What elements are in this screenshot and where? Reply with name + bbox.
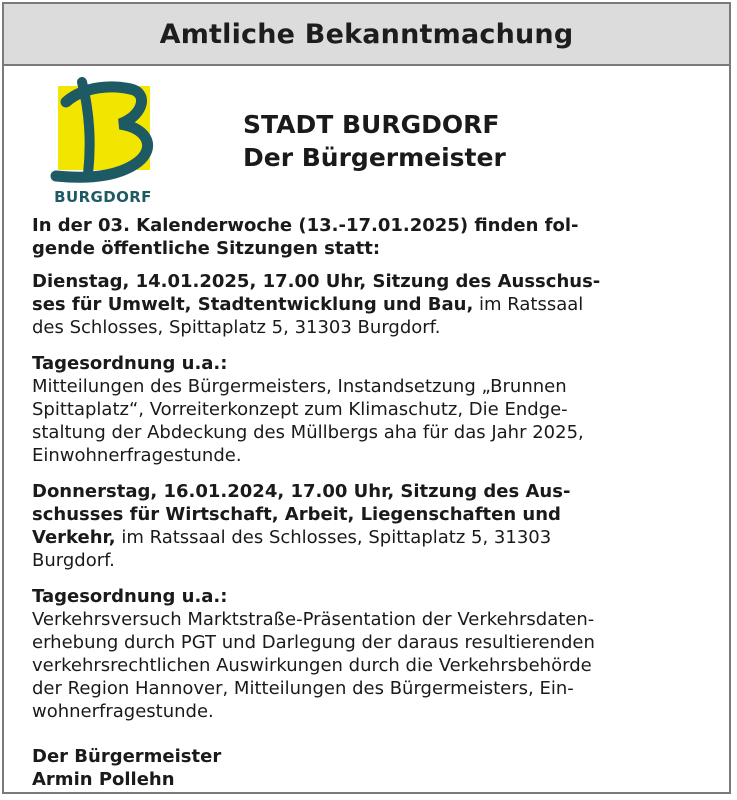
meeting2-line-2: schusses für Wirtschaft, Arbeit, Liegenschaften und [32,504,561,525]
burgdorf-logo [44,76,164,204]
meeting2-line-1: Donnerstag, 16.01.2024, 17.00 Uhr, Sitzung des Aus- [32,481,571,502]
logo-wordmark: BURGDORF [54,188,152,206]
meeting1-line-2-bold: ses für Umwelt, Stadtentwicklung und Bau, [32,294,474,315]
meeting2-agenda-line: erhebung durch PGT und Darlegung der daraus resultierenden [32,632,595,653]
meeting1-line-3: des Schlosses, Spittaplatz 5, 31303 Burgdorf. [32,317,441,338]
meeting2-agenda-line: der Region Hannover, Mitteilungen des Bürgermeisters, Ein- [32,678,574,699]
notice-body [32,214,712,791]
meeting1-agenda-line: staltung der Abdeckung des Müllbergs aha für das Jahr 2025, [32,422,584,443]
city-office: Der Bürgermeister [243,143,506,172]
intro-line-1: In der 03. Kalenderwoche (13.-17.01.2025) finden fol- [32,215,579,236]
signature-name: Armin Pollehn [32,769,175,790]
meeting2-agenda-line: Verkehrsversuch Marktstraße-Präsentation der Verkehrsdaten- [32,609,595,630]
meeting2-agenda-label: Tagesordnung u.a.: [32,586,228,607]
meeting2-line-4: Burgdorf. [32,550,115,571]
notice-header [4,4,729,66]
meeting2-agenda-line: wohnerfragestunde. [32,701,214,722]
meeting2-line-3-rest: im Ratssaal des Schlosses, Spittaplatz 5, 31303 [115,527,552,548]
meeting1-line-2-rest: im Ratssaal [473,294,584,315]
meeting1-line-1: Dienstag, 14.01.2025, 17.00 Uhr, Sitzung des Ausschus- [32,271,601,292]
intro-line-2: gende öffentliche Sitzungen statt: [32,238,381,259]
meeting2-line-3 [32,526,712,549]
meeting2-line-3-bold: Verkehr, [32,527,116,548]
notice-title: Amtliche Bekanntmachung [159,18,574,50]
official-notice [2,2,731,794]
meeting1-agenda-line: Spittaplatz“, Vorreiterkonzept zum Klimaschutz, Die Endge- [32,399,568,420]
meeting2-agenda-line: verkehrsrechtlichen Auswirkungen durch die Verkehrsbehörde [32,655,592,676]
city-heading [243,108,506,174]
meeting1-line-2 [32,293,712,316]
meeting1-agenda-label: Tagesordnung u.a.: [32,353,228,374]
meeting1-agenda-line: Einwohnerfragestunde. [32,445,242,466]
city-name: STADT BURGDORF [243,110,500,139]
signature-title: Der Bürgermeister [32,746,222,767]
meeting1-agenda-line: Mitteilungen des Bürgermeisters, Instandsetzung „Brunnen [32,376,567,397]
